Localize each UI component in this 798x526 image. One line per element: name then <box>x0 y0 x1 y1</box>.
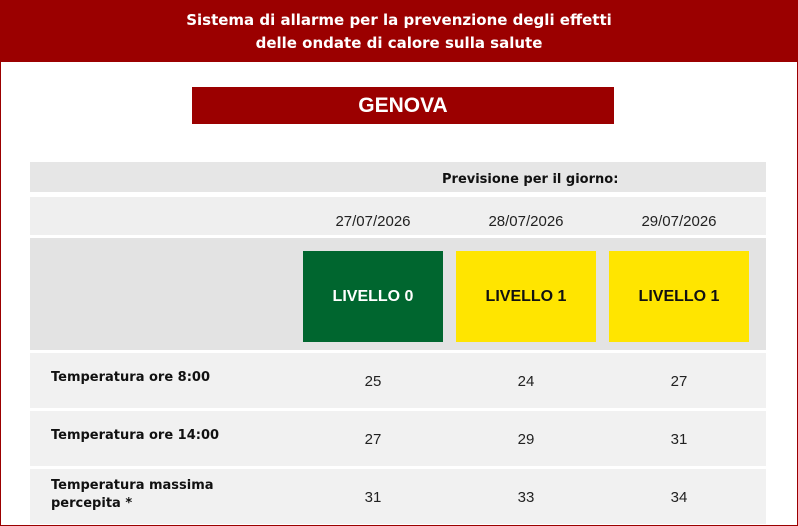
forecast-caption-bar <box>30 162 766 192</box>
table-cell: 33 <box>517 489 535 506</box>
header-title-line2: delle ondate di calore sulla salute <box>255 34 543 52</box>
date-day-1: 27/07/2026 <box>335 213 411 230</box>
table-cell: 27 <box>364 431 382 448</box>
table-row-temp-max-perceived <box>30 469 766 524</box>
row-label-line2: percepita * <box>51 496 133 511</box>
table-cell: 31 <box>364 489 382 506</box>
levels-row <box>30 238 766 350</box>
table-cell: 27 <box>670 373 688 390</box>
table-row-temp-8 <box>30 353 766 408</box>
forecast-caption: Previsione per il giorno: <box>442 172 619 187</box>
city-title: GENOVA <box>192 87 614 124</box>
row-label: Temperatura ore 14:00 <box>51 428 220 443</box>
level-badge-day-1: LIVELLO 0 <box>303 251 443 342</box>
level-badge-day-3: LIVELLO 1 <box>609 251 749 342</box>
date-day-3: 29/07/2026 <box>641 213 717 230</box>
table-cell: 25 <box>364 373 382 390</box>
row-label-line1: Temperatura massima <box>51 478 214 493</box>
table-cell: 24 <box>517 373 535 390</box>
page-header <box>1 1 797 62</box>
level-badge-day-2: LIVELLO 1 <box>456 251 596 342</box>
header-title-line1: Sistema di allarme per la prevenzione degli effetti <box>186 11 612 29</box>
table-cell: 31 <box>670 431 688 448</box>
table-cell: 29 <box>517 431 535 448</box>
row-label: Temperatura ore 8:00 <box>51 370 211 385</box>
table-row-temp-14 <box>30 411 766 466</box>
table-cell: 34 <box>670 489 688 506</box>
date-day-2: 28/07/2026 <box>488 213 564 230</box>
dates-row <box>30 197 766 235</box>
